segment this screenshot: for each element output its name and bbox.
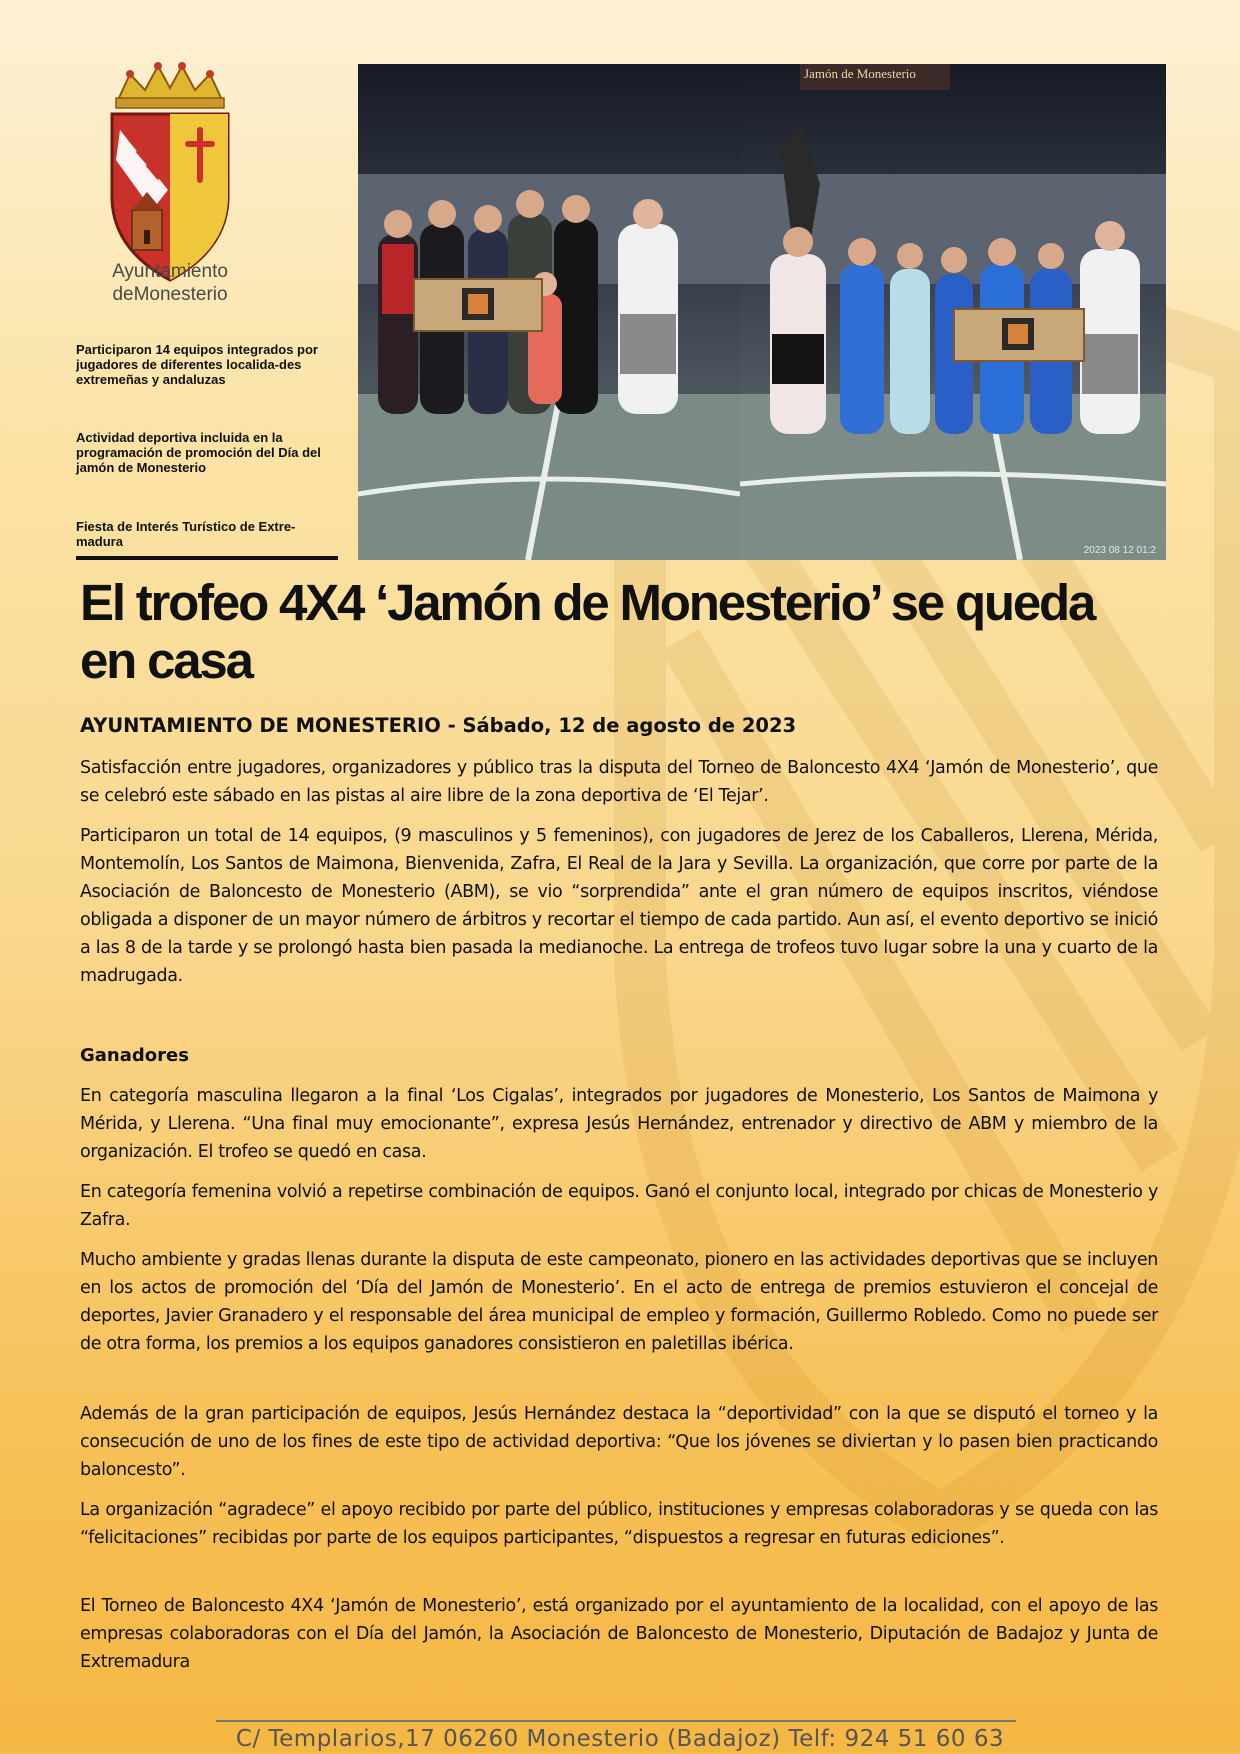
photo-datestamp: 2023 08 12 01:2 [1083,545,1156,556]
photo-banner-text: Jamón de Monesterio [804,66,916,81]
ayuntamiento-logo-text [90,260,250,306]
sidebar-note-participation: Participaron 14 equipos integrados por jugadores de diferentes localida-des extremeñas y andaluzas [76,342,318,387]
article-byline: AYUNTAMIENTO DE MONESTERIO - Sábado, 12 de agosto de 2023 [80,714,797,737]
photo-womens-team [740,64,1166,560]
article-headline: El trofeo 4X4 ‘Jamón de Monesterio’ se queda en casa [80,574,1095,689]
article-paragraph-8: El Torneo de Baloncesto 4X4 ‘Jamón de Monesterio’, está organizado por el ayuntamiento de la localidad, con el apoyo de las empresas colaboradoras con el Día del Jamón, la Asociación de Baloncesto de Monesterio, Diputación de Badajoz y Junta de Extremadura [80,1596,1158,1672]
article-paragraph-1: Satisfacción entre jugadores, organizadores y público tras la disputa del Torneo de Baloncesto 4X4 ‘Jamón de Monesterio’, que se celebró este sábado en las pistas al aire libre de la zona deportiva de ‘El Tejar’. [80,758,1158,806]
article-paragraph-3: En categoría masculina llegaron a la final ‘Los Cigalas’, integrados por jugadores de Monesterio, Los Santos de Maimona y Mérida, y Llerena. “Una final muy emocionante”, expresa Jesús Hernández, entrenador y directivo de ABM y miembro de la organización. El trofeo se quedó en casa. [80,1086,1158,1162]
article-paragraph-5: Mucho ambiente y gradas llenas durante la disputa de este campeonato, pionero en las actividades deportivas que se incluyen en los actos de promoción del ‘Día del Jamón de Monesterio’. En el acto de entrega de premios estuvieron el concejal de deportes, Javier Granadero y el responsable del área municipal de empleo y formación, Guillermo Robledo. Como no puede ser de otra forma, los premios a los equipos ganadores consistieron en paletillas ibérica. [80,1250,1158,1354]
logo-text-line1: Ayuntamiento [112,261,228,282]
sidebar-note-programme: Actividad deportiva incluida en la programación de promoción del Día del jamón de Monesterio [76,430,321,475]
article-paragraph-6: Además de la gran participación de equipos, Jesús Hernández destaca la “deportividad” con la que se disputó el torneo y la consecución de uno de los fines de este tipo de actividad deportiva: “Que los jóvenes se diviertan y lo pasen bien practicando baloncesto”. [80,1404,1158,1480]
footer-divider [216,1720,1016,1722]
sidebar-note-tourist-interest: Fiesta de Interés Turístico de Extre-madura [76,519,296,549]
sidebar-divider [76,556,338,560]
article-paragraph-2: Participaron un total de 14 equipos, (9 masculinos y 5 femeninos), con jugadores de Jerez de los Caballeros, Llerena, Mérida, Montemolín, Los Santos de Maimona, Bienvenida, Zafra, El Real de la Jara y Sevilla. La organización, que corre por parte de la Asociación de Baloncesto de Monesterio (ABM), se vio “sorprendida” ante el gran número de equipos inscritos, viéndose obligada a disponer de un mayor número de árbitros y recortar el tiempo de cada partido. Aun así, el evento deportivo se inició a las 8 de la tarde y se prolongó hasta bien pasada la medianoche. La entrega de trofeos tuvo lugar sobre la una y cuarto de la madrugada. [80,826,1158,986]
article-subhead-winners: Ganadores [80,1045,189,1066]
article-paragraph-7: La organización “agradece” el apoyo recibido por parte del público, instituciones y empresas colaboradoras y se queda con las “felicitaciones” recibidas por parte de los equipos participantes, “dispuestos a regresar en futuras ediciones”. [80,1500,1158,1548]
photo-mens-team [358,64,740,560]
article-paragraph-4: En categoría femenina volvió a repetirse combinación de equipos. Ganó el conjunto local, integrado por chicas de Monesterio y Zafra. [80,1182,1158,1230]
logo-text-line2: deMonesterio [112,284,228,305]
footer-address: C/ Templarios,17 06260 Monesterio (Badajoz) Telf: 924 51 60 63 [235,1726,1005,1752]
